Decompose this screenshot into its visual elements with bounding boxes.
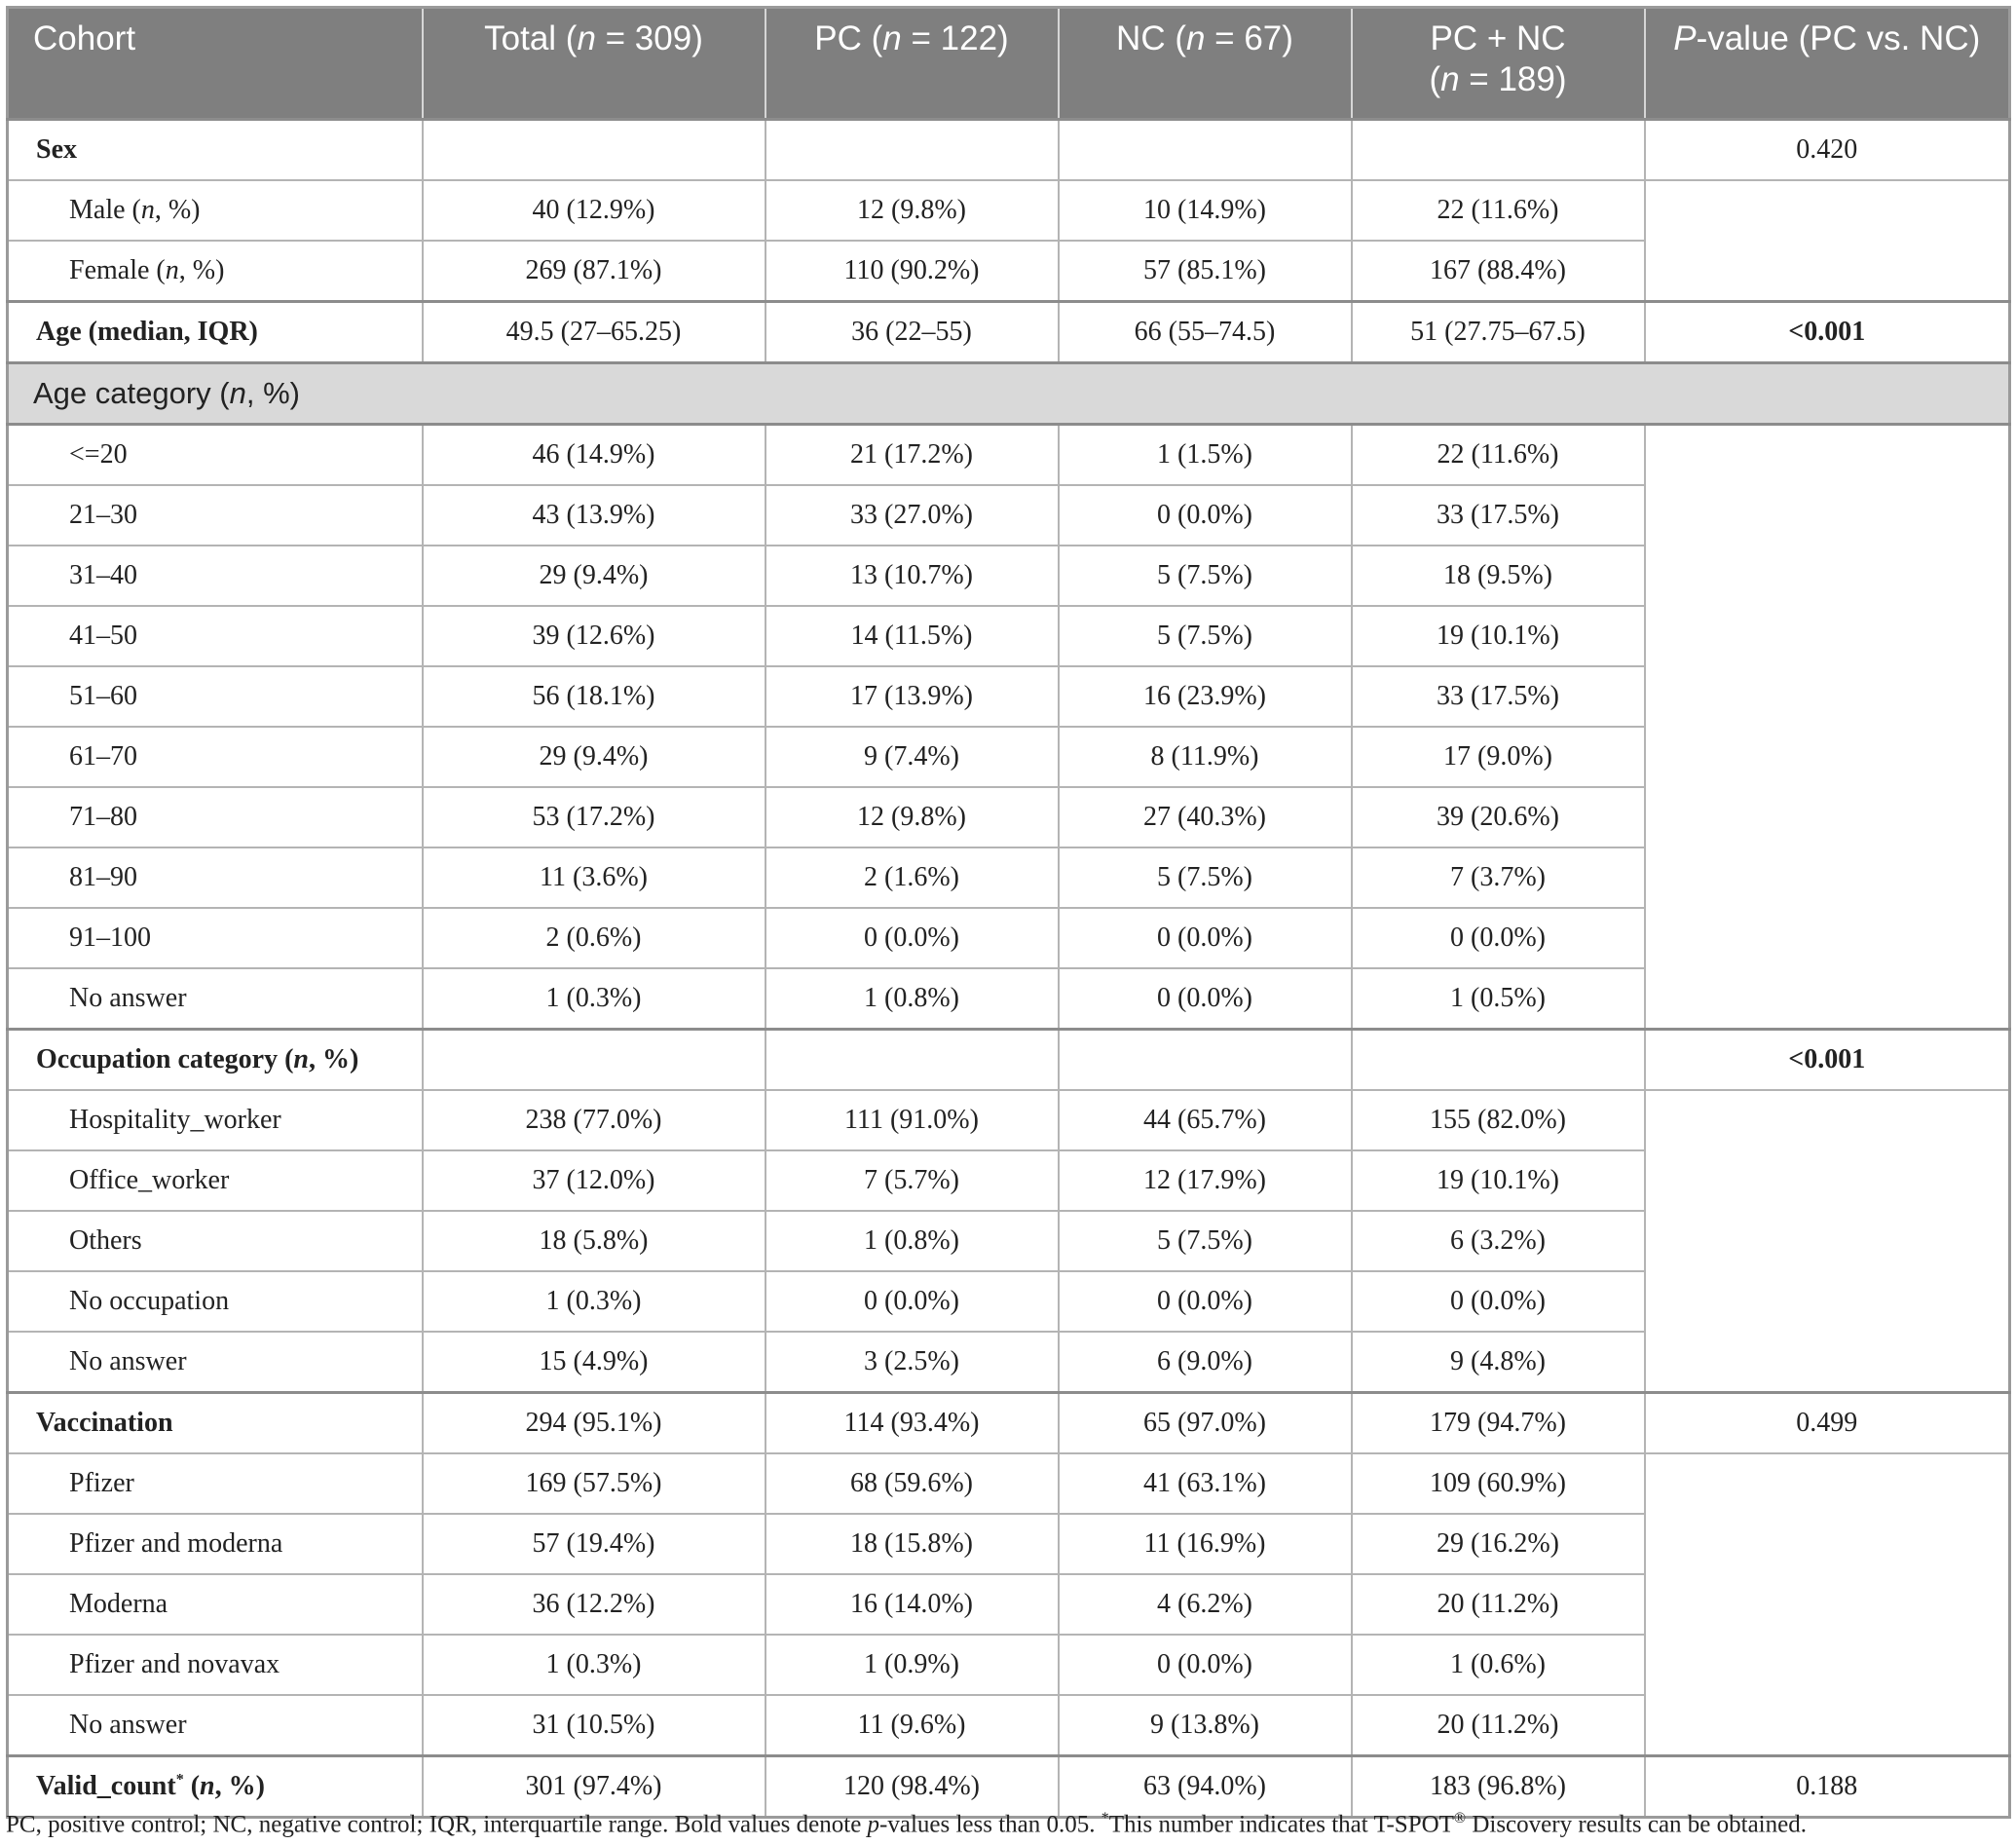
cell-total: 56 (18.1%) bbox=[423, 666, 765, 727]
cell-total: 294 (95.1%) bbox=[423, 1393, 765, 1454]
cell-pc bbox=[765, 120, 1059, 181]
cell-nc: 65 (97.0%) bbox=[1059, 1393, 1352, 1454]
cell-pc: 13 (10.7%) bbox=[765, 546, 1059, 606]
header-total: Total (n = 309) bbox=[423, 8, 765, 120]
cell-label: 61–70 bbox=[8, 727, 423, 787]
cell-p-value-empty bbox=[1645, 180, 2010, 302]
demographics-table-container bbox=[6, 6, 2008, 1819]
table-row bbox=[8, 180, 2010, 241]
cell-pcnc: 109 (60.9%) bbox=[1352, 1453, 1645, 1514]
table-row bbox=[8, 1090, 2010, 1150]
cell-total: 53 (17.2%) bbox=[423, 787, 765, 847]
cell-label: No answer bbox=[8, 1695, 423, 1756]
cell-nc: 0 (0.0%) bbox=[1059, 1635, 1352, 1695]
cell-pc: 68 (59.6%) bbox=[765, 1453, 1059, 1514]
cell-total: 39 (12.6%) bbox=[423, 606, 765, 666]
cell-total: 2 (0.6%) bbox=[423, 908, 765, 968]
cell-total: 18 (5.8%) bbox=[423, 1211, 765, 1271]
cell-label: Hospitality_worker bbox=[8, 1090, 423, 1150]
cell-nc: 8 (11.9%) bbox=[1059, 727, 1352, 787]
header-p-value: P-value (PC vs. NC) bbox=[1645, 8, 2010, 120]
cell-pcnc: 1 (0.5%) bbox=[1352, 968, 1645, 1030]
cell-pc: 114 (93.4%) bbox=[765, 1393, 1059, 1454]
cell-nc: 0 (0.0%) bbox=[1059, 968, 1352, 1030]
cell-pc: 1 (0.8%) bbox=[765, 1211, 1059, 1271]
age-category-heading: Age category (n, %) bbox=[8, 363, 2010, 425]
cell-total: 57 (19.4%) bbox=[423, 1514, 765, 1574]
cell-nc: 5 (7.5%) bbox=[1059, 1211, 1352, 1271]
cell-label: 71–80 bbox=[8, 787, 423, 847]
cell-pc: 21 (17.2%) bbox=[765, 425, 1059, 486]
cell-nc: 1 (1.5%) bbox=[1059, 425, 1352, 486]
cell-pcnc: 33 (17.5%) bbox=[1352, 666, 1645, 727]
cell-pcnc: 1 (0.6%) bbox=[1352, 1635, 1645, 1695]
cell-label: Office_worker bbox=[8, 1150, 423, 1211]
cell-pcnc: 183 (96.8%) bbox=[1352, 1756, 1645, 1818]
cell-label: Occupation category (n, %) bbox=[8, 1030, 423, 1091]
table-row bbox=[8, 1453, 2010, 1514]
cell-pcnc: 155 (82.0%) bbox=[1352, 1090, 1645, 1150]
cell-label: No answer bbox=[8, 1332, 423, 1393]
cell-total: 301 (97.4%) bbox=[423, 1756, 765, 1818]
cell-total: 31 (10.5%) bbox=[423, 1695, 765, 1756]
cell-pc: 12 (9.8%) bbox=[765, 180, 1059, 241]
header-nc: NC (n = 67) bbox=[1059, 8, 1352, 120]
cell-label: 51–60 bbox=[8, 666, 423, 727]
cell-total: 29 (9.4%) bbox=[423, 546, 765, 606]
cell-p-value: 0.188 bbox=[1645, 1756, 2010, 1818]
cell-pc: 18 (15.8%) bbox=[765, 1514, 1059, 1574]
cell-nc: 66 (55–74.5) bbox=[1059, 302, 1352, 363]
cell-pc: 3 (2.5%) bbox=[765, 1332, 1059, 1393]
cell-pc: 111 (91.0%) bbox=[765, 1090, 1059, 1150]
row-valid-count bbox=[8, 1756, 2010, 1818]
cell-label: Female (n, %) bbox=[8, 241, 423, 302]
header-row bbox=[8, 8, 2010, 120]
cell-pc: 11 (9.6%) bbox=[765, 1695, 1059, 1756]
cell-nc: 63 (94.0%) bbox=[1059, 1756, 1352, 1818]
cell-label: 91–100 bbox=[8, 908, 423, 968]
cell-pc: 33 (27.0%) bbox=[765, 485, 1059, 546]
cell-pc: 12 (9.8%) bbox=[765, 787, 1059, 847]
table-row bbox=[8, 425, 2010, 486]
cell-nc: 6 (9.0%) bbox=[1059, 1332, 1352, 1393]
cell-pc: 2 (1.6%) bbox=[765, 847, 1059, 908]
cell-nc: 0 (0.0%) bbox=[1059, 485, 1352, 546]
cell-pc bbox=[765, 1030, 1059, 1091]
cell-nc: 5 (7.5%) bbox=[1059, 546, 1352, 606]
cell-nc bbox=[1059, 1030, 1352, 1091]
cell-total: 37 (12.0%) bbox=[423, 1150, 765, 1211]
cell-pc: 16 (14.0%) bbox=[765, 1574, 1059, 1635]
cell-pc: 1 (0.8%) bbox=[765, 968, 1059, 1030]
cell-pcnc: 167 (88.4%) bbox=[1352, 241, 1645, 302]
row-vaccination bbox=[8, 1393, 2010, 1454]
cell-pcnc: 9 (4.8%) bbox=[1352, 1332, 1645, 1393]
cell-pcnc: 0 (0.0%) bbox=[1352, 908, 1645, 968]
cell-nc: 44 (65.7%) bbox=[1059, 1090, 1352, 1150]
cell-pc: 9 (7.4%) bbox=[765, 727, 1059, 787]
cell-nc: 10 (14.9%) bbox=[1059, 180, 1352, 241]
cell-label: 31–40 bbox=[8, 546, 423, 606]
cell-pcnc bbox=[1352, 120, 1645, 181]
cell-total: 169 (57.5%) bbox=[423, 1453, 765, 1514]
cell-total: 1 (0.3%) bbox=[423, 968, 765, 1030]
cell-label: Others bbox=[8, 1211, 423, 1271]
cell-nc: 12 (17.9%) bbox=[1059, 1150, 1352, 1211]
cell-p-value-empty bbox=[1645, 1090, 2010, 1393]
cell-total: 40 (12.9%) bbox=[423, 180, 765, 241]
cell-pcnc: 20 (11.2%) bbox=[1352, 1574, 1645, 1635]
cell-total: 43 (13.9%) bbox=[423, 485, 765, 546]
header-pc-plus-nc: PC + NC (n = 189) bbox=[1352, 8, 1645, 120]
cell-pcnc: 179 (94.7%) bbox=[1352, 1393, 1645, 1454]
cell-label: <=20 bbox=[8, 425, 423, 486]
cell-total: 29 (9.4%) bbox=[423, 727, 765, 787]
cell-label: Moderna bbox=[8, 1574, 423, 1635]
cell-nc: 0 (0.0%) bbox=[1059, 908, 1352, 968]
cell-total: 1 (0.3%) bbox=[423, 1635, 765, 1695]
cell-nc: 11 (16.9%) bbox=[1059, 1514, 1352, 1574]
cell-label: Pfizer and moderna bbox=[8, 1514, 423, 1574]
cell-nc: 16 (23.9%) bbox=[1059, 666, 1352, 727]
cell-nc: 4 (6.2%) bbox=[1059, 1574, 1352, 1635]
cell-nc: 5 (7.5%) bbox=[1059, 847, 1352, 908]
cell-label: Male (n, %) bbox=[8, 180, 423, 241]
demographics-table bbox=[6, 6, 2011, 1819]
cell-label: No answer bbox=[8, 968, 423, 1030]
row-sex bbox=[8, 120, 2010, 181]
cell-p-value: <0.001 bbox=[1645, 302, 2010, 363]
cell-p-value-empty bbox=[1645, 1453, 2010, 1756]
cell-pcnc: 22 (11.6%) bbox=[1352, 425, 1645, 486]
cell-pcnc: 20 (11.2%) bbox=[1352, 1695, 1645, 1756]
cell-pcnc: 39 (20.6%) bbox=[1352, 787, 1645, 847]
row-occupation bbox=[8, 1030, 2010, 1091]
cell-total: 15 (4.9%) bbox=[423, 1332, 765, 1393]
cell-p-value: 0.499 bbox=[1645, 1393, 2010, 1454]
cell-pcnc: 29 (16.2%) bbox=[1352, 1514, 1645, 1574]
cell-nc: 9 (13.8%) bbox=[1059, 1695, 1352, 1756]
cell-nc bbox=[1059, 120, 1352, 181]
cell-total: 49.5 (27–65.25) bbox=[423, 302, 765, 363]
cell-pc: 110 (90.2%) bbox=[765, 241, 1059, 302]
row-age-category-banner bbox=[8, 363, 2010, 425]
cell-nc: 57 (85.1%) bbox=[1059, 241, 1352, 302]
cell-pc: 120 (98.4%) bbox=[765, 1756, 1059, 1818]
cell-total: 36 (12.2%) bbox=[423, 1574, 765, 1635]
cell-label: Sex bbox=[8, 120, 423, 181]
cell-total: 46 (14.9%) bbox=[423, 425, 765, 486]
cell-nc: 41 (63.1%) bbox=[1059, 1453, 1352, 1514]
cell-total: 269 (87.1%) bbox=[423, 241, 765, 302]
cell-pcnc: 22 (11.6%) bbox=[1352, 180, 1645, 241]
cell-pcnc: 51 (27.75–67.5) bbox=[1352, 302, 1645, 363]
cell-pcnc: 18 (9.5%) bbox=[1352, 546, 1645, 606]
cell-pcnc: 7 (3.7%) bbox=[1352, 847, 1645, 908]
cell-total bbox=[423, 1030, 765, 1091]
cell-p-value: <0.001 bbox=[1645, 1030, 2010, 1091]
cell-pcnc: 0 (0.0%) bbox=[1352, 1271, 1645, 1332]
cell-p-value: 0.420 bbox=[1645, 120, 2010, 181]
cell-total bbox=[423, 120, 765, 181]
row-age-median bbox=[8, 302, 2010, 363]
cell-label: Valid_count* (n, %) bbox=[8, 1756, 423, 1818]
cell-total: 238 (77.0%) bbox=[423, 1090, 765, 1150]
table-footnote: PC, positive control; NC, negative control; IQR, interquartile range. Bold values denote p-values less than 0.05. *This number indicates that T-SPOT® Discovery results can be obtained. bbox=[6, 1810, 1807, 1838]
cell-label: No occupation bbox=[8, 1271, 423, 1332]
cell-pc: 14 (11.5%) bbox=[765, 606, 1059, 666]
cell-label: Pfizer and novavax bbox=[8, 1635, 423, 1695]
cell-label: Age (median, IQR) bbox=[8, 302, 423, 363]
cell-pc: 0 (0.0%) bbox=[765, 1271, 1059, 1332]
cell-nc: 0 (0.0%) bbox=[1059, 1271, 1352, 1332]
cell-pcnc bbox=[1352, 1030, 1645, 1091]
cell-total: 11 (3.6%) bbox=[423, 847, 765, 908]
cell-pcnc: 33 (17.5%) bbox=[1352, 485, 1645, 546]
cell-pc: 36 (22–55) bbox=[765, 302, 1059, 363]
cell-total: 1 (0.3%) bbox=[423, 1271, 765, 1332]
cell-pc: 1 (0.9%) bbox=[765, 1635, 1059, 1695]
cell-pcnc: 6 (3.2%) bbox=[1352, 1211, 1645, 1271]
cell-pc: 0 (0.0%) bbox=[765, 908, 1059, 968]
cell-pc: 17 (13.9%) bbox=[765, 666, 1059, 727]
cell-label: Vaccination bbox=[8, 1393, 423, 1454]
cell-label: 41–50 bbox=[8, 606, 423, 666]
cell-pc: 7 (5.7%) bbox=[765, 1150, 1059, 1211]
cell-nc: 27 (40.3%) bbox=[1059, 787, 1352, 847]
cell-label: Pfizer bbox=[8, 1453, 423, 1514]
header-cohort: Cohort bbox=[8, 8, 423, 120]
cell-pcnc: 19 (10.1%) bbox=[1352, 1150, 1645, 1211]
cell-nc: 5 (7.5%) bbox=[1059, 606, 1352, 666]
cell-pcnc: 19 (10.1%) bbox=[1352, 606, 1645, 666]
cell-pcnc: 17 (9.0%) bbox=[1352, 727, 1645, 787]
cell-p-value-empty bbox=[1645, 425, 2010, 1030]
cell-label: 21–30 bbox=[8, 485, 423, 546]
header-pc: PC (n = 122) bbox=[765, 8, 1059, 120]
cell-label: 81–90 bbox=[8, 847, 423, 908]
